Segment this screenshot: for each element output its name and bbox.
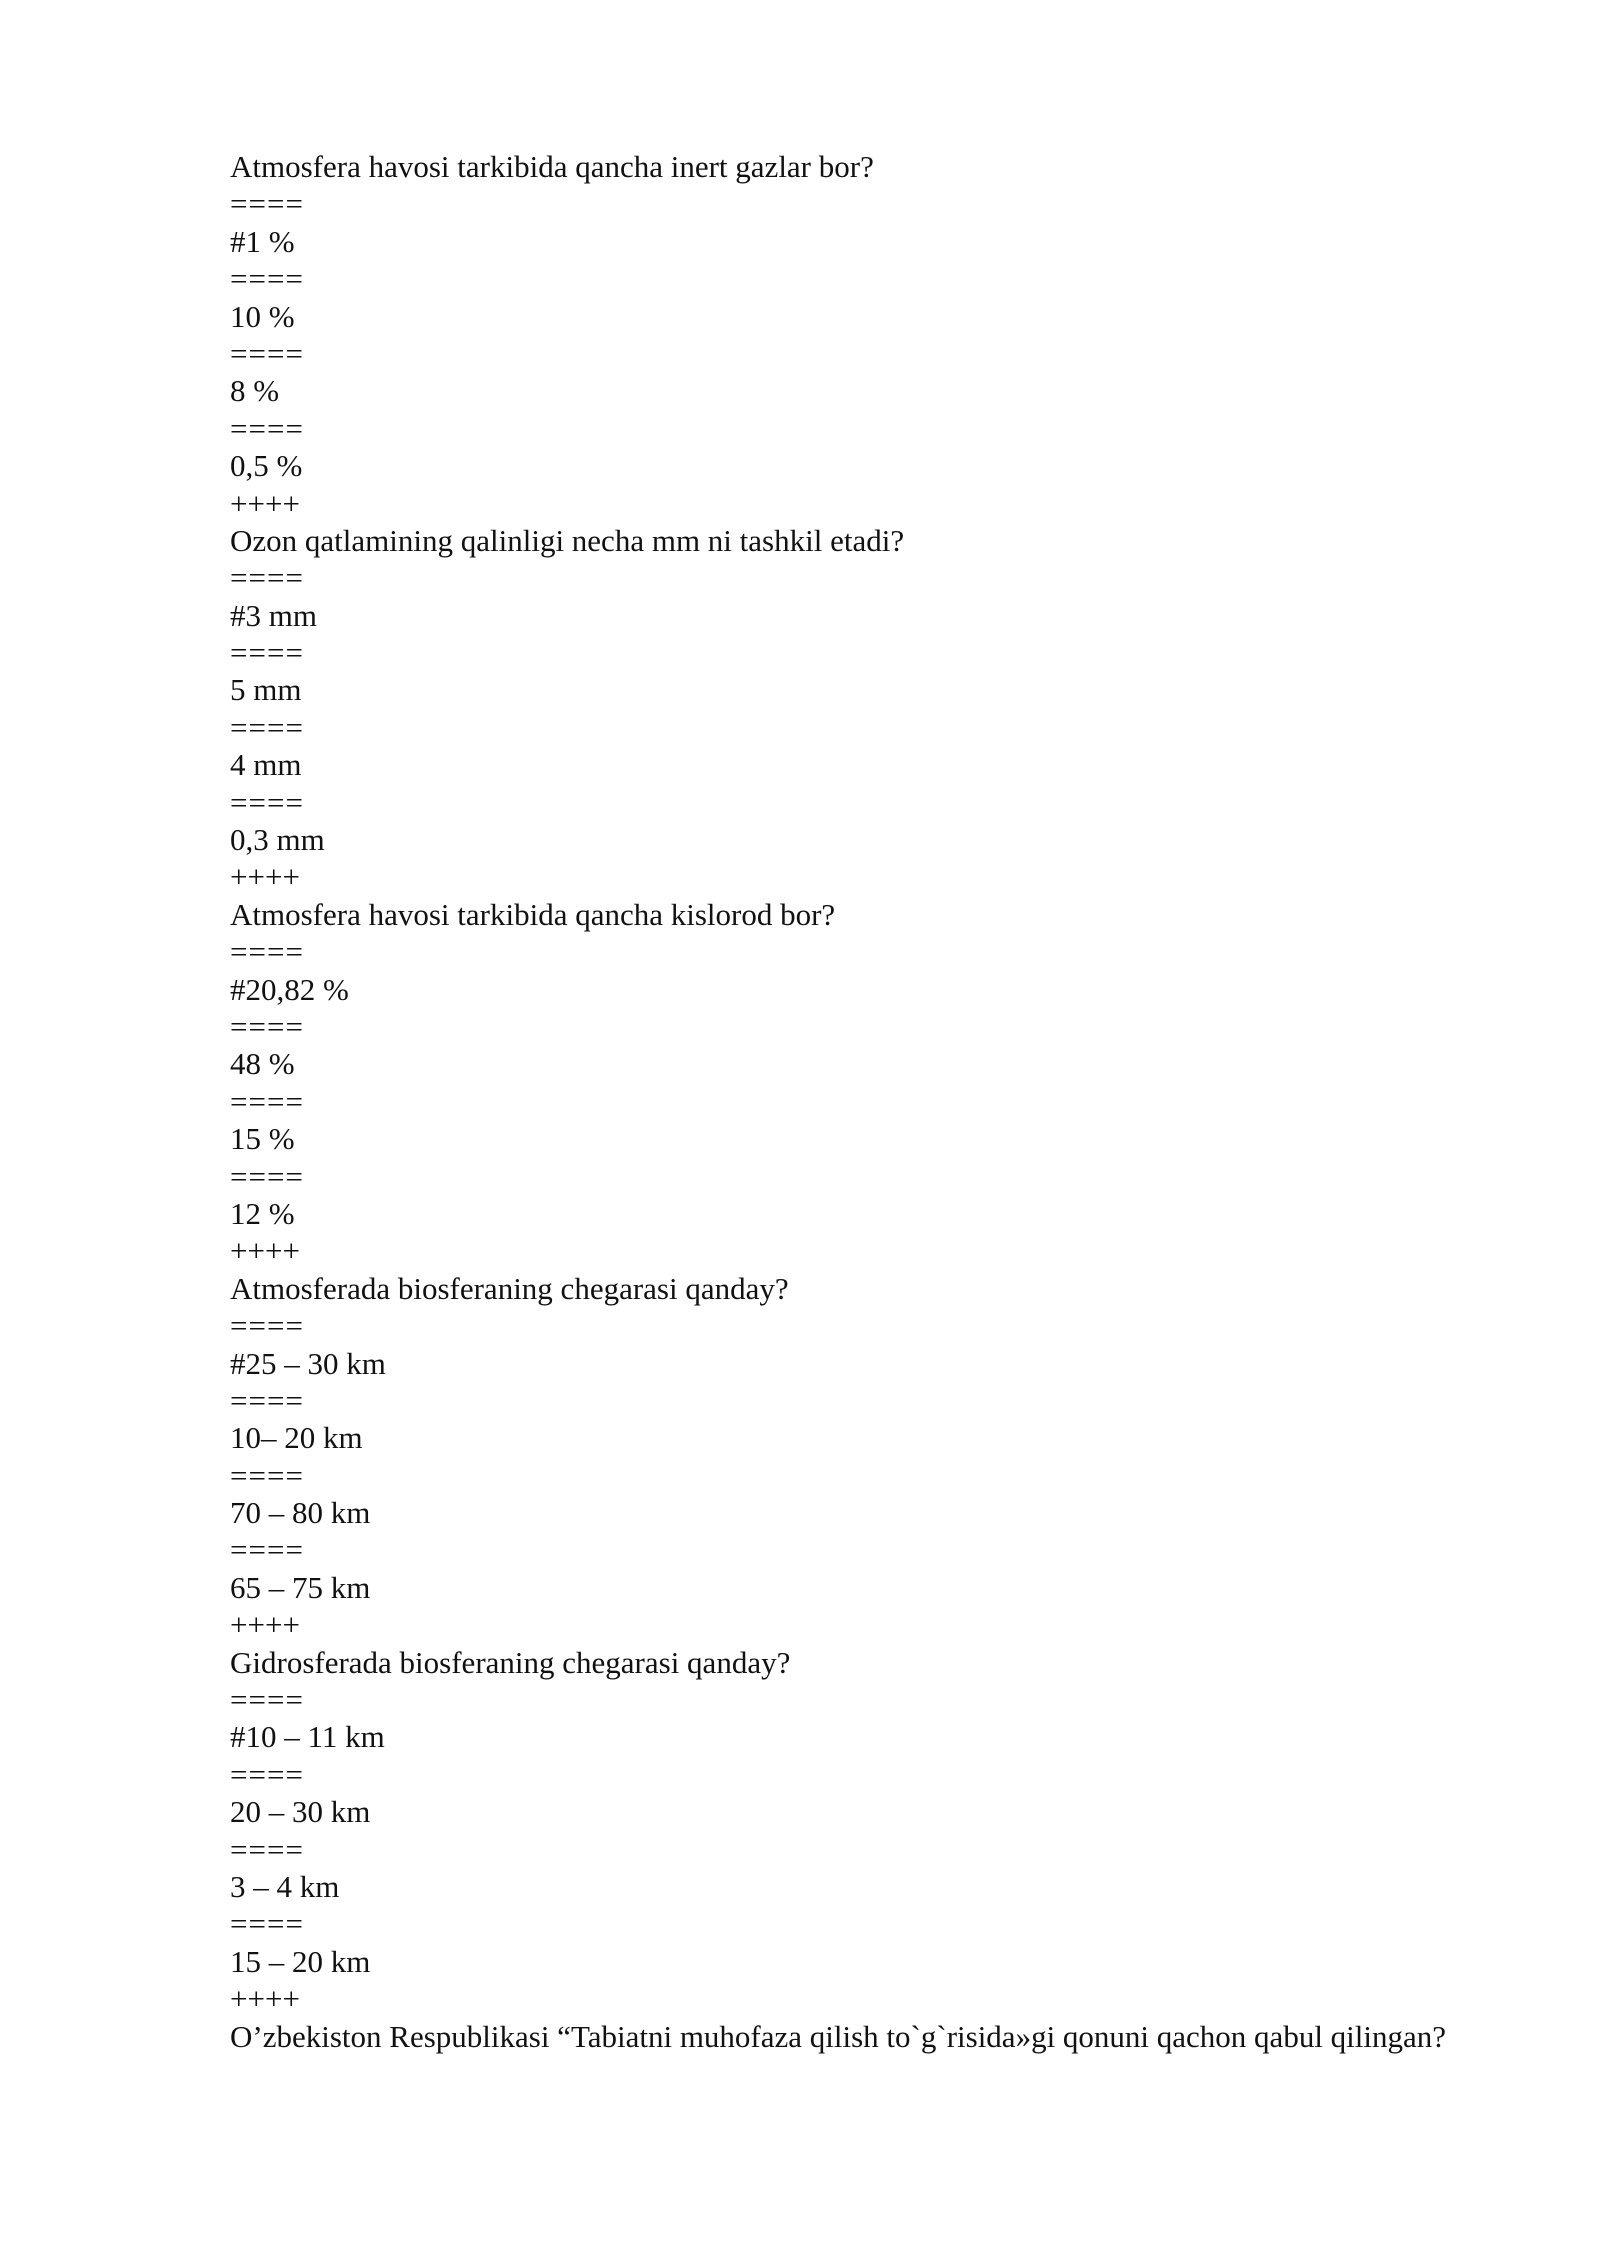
- question-separator: ++++: [230, 1981, 300, 2017]
- question-separator: ++++: [230, 1607, 300, 1643]
- answer-option: #25 – 30 km: [230, 1345, 386, 1381]
- answer-separator: ====: [230, 1308, 304, 1344]
- answer-option: 5 mm: [230, 672, 302, 708]
- answer-option: #10 – 11 km: [230, 1719, 385, 1755]
- answer-option: 12 %: [230, 1195, 295, 1231]
- answer-separator: ====: [230, 934, 304, 970]
- answer-separator: ====: [230, 410, 304, 446]
- answer-option: 4 mm: [230, 747, 302, 783]
- answer-option: 10– 20 km: [230, 1420, 363, 1456]
- answer-option: 15 %: [230, 1121, 295, 1157]
- question-text: Atmosfera havosi tarkibida qancha kislorod bor?: [230, 896, 836, 932]
- question-text: Atmosferada biosferaning chegarasi qanday?: [230, 1270, 789, 1306]
- last-question-text: O’zbekiston Respublikasi “Tabiatni muhofaza qilish to`g`risida»gi qonuni qachon qabul qilingan?: [230, 2018, 1447, 2054]
- answer-separator: ====: [230, 784, 304, 820]
- answer-separator: ====: [230, 186, 304, 222]
- answer-separator: ====: [230, 1682, 304, 1718]
- answer-option: 0,3 mm: [230, 822, 325, 858]
- answer-separator: ====: [230, 1831, 304, 1867]
- answer-separator: ====: [230, 560, 304, 596]
- answer-separator: ====: [230, 1008, 304, 1044]
- answer-option: 0,5 %: [230, 448, 303, 484]
- answer-separator: ====: [230, 635, 304, 671]
- question-block: [230, 148, 1492, 522]
- answer-separator: ====: [230, 1382, 304, 1418]
- answer-option: 70 – 80 km: [230, 1495, 371, 1531]
- answer-separator: ====: [230, 1906, 304, 1942]
- answer-option: 20 – 30 km: [230, 1794, 371, 1830]
- question-separator: ++++: [230, 859, 300, 895]
- answer-separator: ====: [230, 1532, 304, 1568]
- question-block: [230, 896, 1492, 1270]
- answer-separator: ====: [230, 709, 304, 745]
- answer-option: 65 – 75 km: [230, 1569, 371, 1605]
- question-block: [230, 1270, 1492, 1644]
- answer-option: 10 %: [230, 298, 295, 334]
- question-text: Gidrosferada biosferaning chegarasi qanday?: [230, 1644, 791, 1680]
- question-separator: ++++: [230, 485, 300, 521]
- question-text: Ozon qatlamining qalinligi necha mm ni tashkil etadi?: [230, 522, 905, 558]
- answer-separator: ====: [230, 261, 304, 297]
- answer-option: 3 – 4 km: [230, 1868, 340, 1904]
- question-text: Atmosfera havosi tarkibida qancha inert gazlar bor?: [230, 149, 874, 184]
- answer-separator: ====: [230, 1083, 304, 1119]
- answer-option: #20,82 %: [230, 971, 349, 1007]
- answer-separator: ====: [230, 1457, 304, 1493]
- question-block: [230, 1644, 1492, 2018]
- question-block: [230, 522, 1492, 896]
- answer-option: 15 – 20 km: [230, 1943, 371, 1979]
- answer-separator: ====: [230, 1756, 304, 1792]
- document-page: [230, 148, 1492, 2055]
- answer-separator: ====: [230, 1158, 304, 1194]
- answer-separator: ====: [230, 335, 304, 371]
- answer-option: 48 %: [230, 1046, 295, 1082]
- answer-option: #3 mm: [230, 597, 317, 633]
- question-separator: ++++: [230, 1233, 300, 1269]
- answer-option: 8 %: [230, 373, 280, 409]
- answer-option: #1 %: [230, 223, 295, 259]
